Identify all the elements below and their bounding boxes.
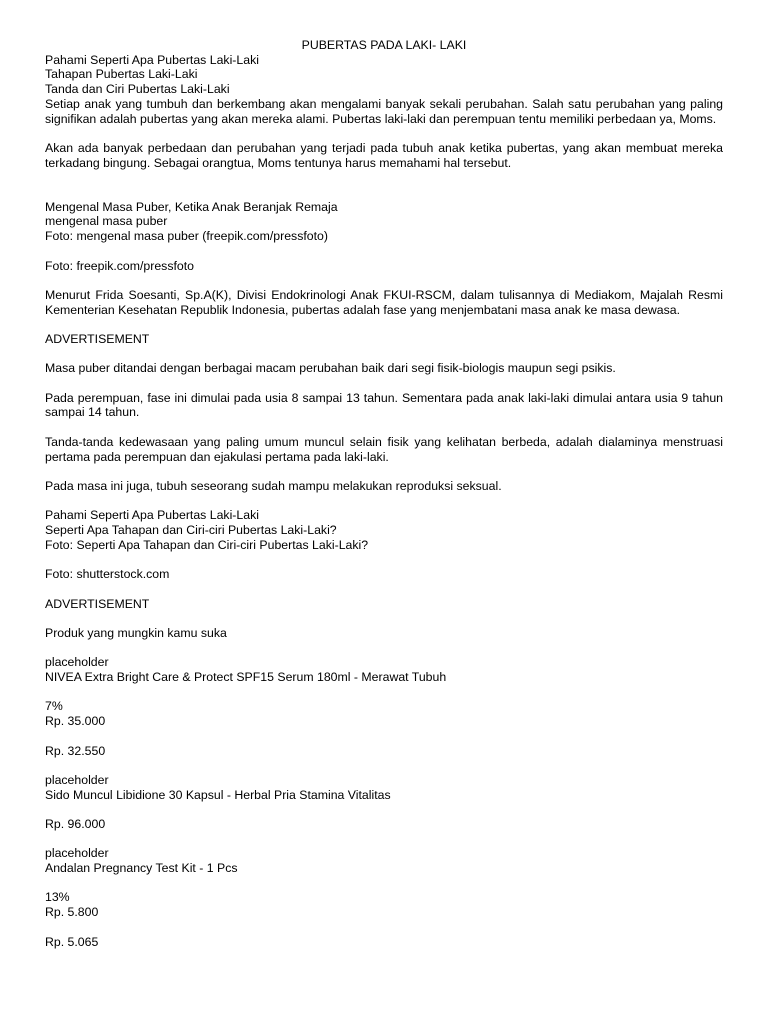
paragraph: Akan ada banyak perbedaan dan perubahan yang terjadi pada tubuh anak ketika pubertas, yang akan membuat mereka terkadang bingung. Sebagai orangtua, Moms tentunya harus memahami hal tersebut. bbox=[45, 140, 723, 170]
section-heading: Mengenal Masa Puber, Ketika Anak Beranjak Remaja bbox=[45, 199, 338, 214]
product-sale-price: Rp. 5.065 bbox=[45, 934, 99, 949]
photo-credit: Foto: freepik.com/pressfoto bbox=[45, 258, 194, 273]
photo-caption: Foto: Seperti Apa Tahapan dan Ciri-ciri Pubertas Laki-Laki? bbox=[45, 537, 369, 552]
section-heading: Pahami Seperti Apa Pubertas Laki-Laki bbox=[45, 508, 259, 523]
product-price: Rp. 96.000 bbox=[45, 816, 106, 831]
document-title: PUBERTAS PADA LAKI- LAKI bbox=[301, 38, 467, 52]
document-page bbox=[45, 38, 723, 949]
product-name: Sido Muncul Libidione 30 Kapsul - Herbal Pria Stamina Vitalitas bbox=[45, 787, 391, 802]
product-name: Andalan Pregnancy Test Kit - 1 Pcs bbox=[45, 861, 238, 876]
product-price: Rp. 5.800 bbox=[45, 905, 99, 920]
product-discount: 7% bbox=[45, 699, 63, 714]
intro-line: Pahami Seperti Apa Pubertas Laki-Laki bbox=[45, 52, 259, 67]
advertisement-label: ADVERTISEMENT bbox=[45, 331, 150, 346]
image-alt-text: mengenal masa puber bbox=[45, 214, 168, 229]
product-name: NIVEA Extra Bright Care & Protect SPF15 Serum 180ml - Merawat Tubuh bbox=[45, 670, 447, 685]
paragraph: Tanda-tanda kedewasaan yang paling umum muncul selain fisik yang kelihatan berbeda, adalah dialaminya menstruasi pertama pada perempuan dan ejakulasi pertama pada laki-laki. bbox=[45, 434, 723, 464]
product-image-placeholder: placeholder bbox=[45, 846, 109, 861]
product-price: Rp. 35.000 bbox=[45, 714, 106, 729]
paragraph: Menurut Frida Soesanti, Sp.A(K), Divisi Endokrinologi Anak FKUI-RSCM, dalam tulisannya di Mediakom, Majalah Resmi Kementerian Kesehatan Republik Indonesia, pubertas adalah fase yang menjembatani masa anak ke masa dewasa. bbox=[45, 287, 723, 317]
products-heading: Produk yang mungkin kamu suka bbox=[45, 625, 227, 640]
product-sale-price: Rp. 32.550 bbox=[45, 743, 106, 758]
photo-credit: Foto: shutterstock.com bbox=[45, 567, 170, 582]
paragraph: Pada masa ini juga, tubuh seseorang sudah mampu melakukan reproduksi seksual. bbox=[45, 478, 502, 493]
product-image-placeholder: placeholder bbox=[45, 655, 109, 670]
photo-caption: Foto: mengenal masa puber (freepik.com/pressfoto) bbox=[45, 229, 328, 244]
paragraph: Masa puber ditandai dengan berbagai macam perubahan baik dari segi fisik-biologis maupun segi psikis. bbox=[45, 361, 616, 376]
advertisement-label: ADVERTISEMENT bbox=[45, 596, 150, 611]
image-alt-text: Seperti Apa Tahapan dan Ciri-ciri Pubertas Laki-Laki? bbox=[45, 523, 337, 538]
paragraph: Setiap anak yang tumbuh dan berkembang akan mengalami banyak sekali perubahan. Salah satu perubahan yang paling signifikan adalah pubertas yang akan mereka alami. Pubertas laki-laki dan perempuan tentu memiliki perbedaan ya, Moms. bbox=[45, 96, 723, 126]
product-image-placeholder: placeholder bbox=[45, 772, 109, 787]
paragraph: Pada perempuan, fase ini dimulai pada usia 8 sampai 13 tahun. Sementara pada anak laki-laki dimulai antara usia 9 tahun sampai 14 tahun. bbox=[45, 390, 723, 420]
intro-line: Tahapan Pubertas Laki-Laki bbox=[45, 67, 198, 82]
product-discount: 13% bbox=[45, 890, 70, 905]
intro-line: Tanda dan Ciri Pubertas Laki-Laki bbox=[45, 82, 230, 97]
